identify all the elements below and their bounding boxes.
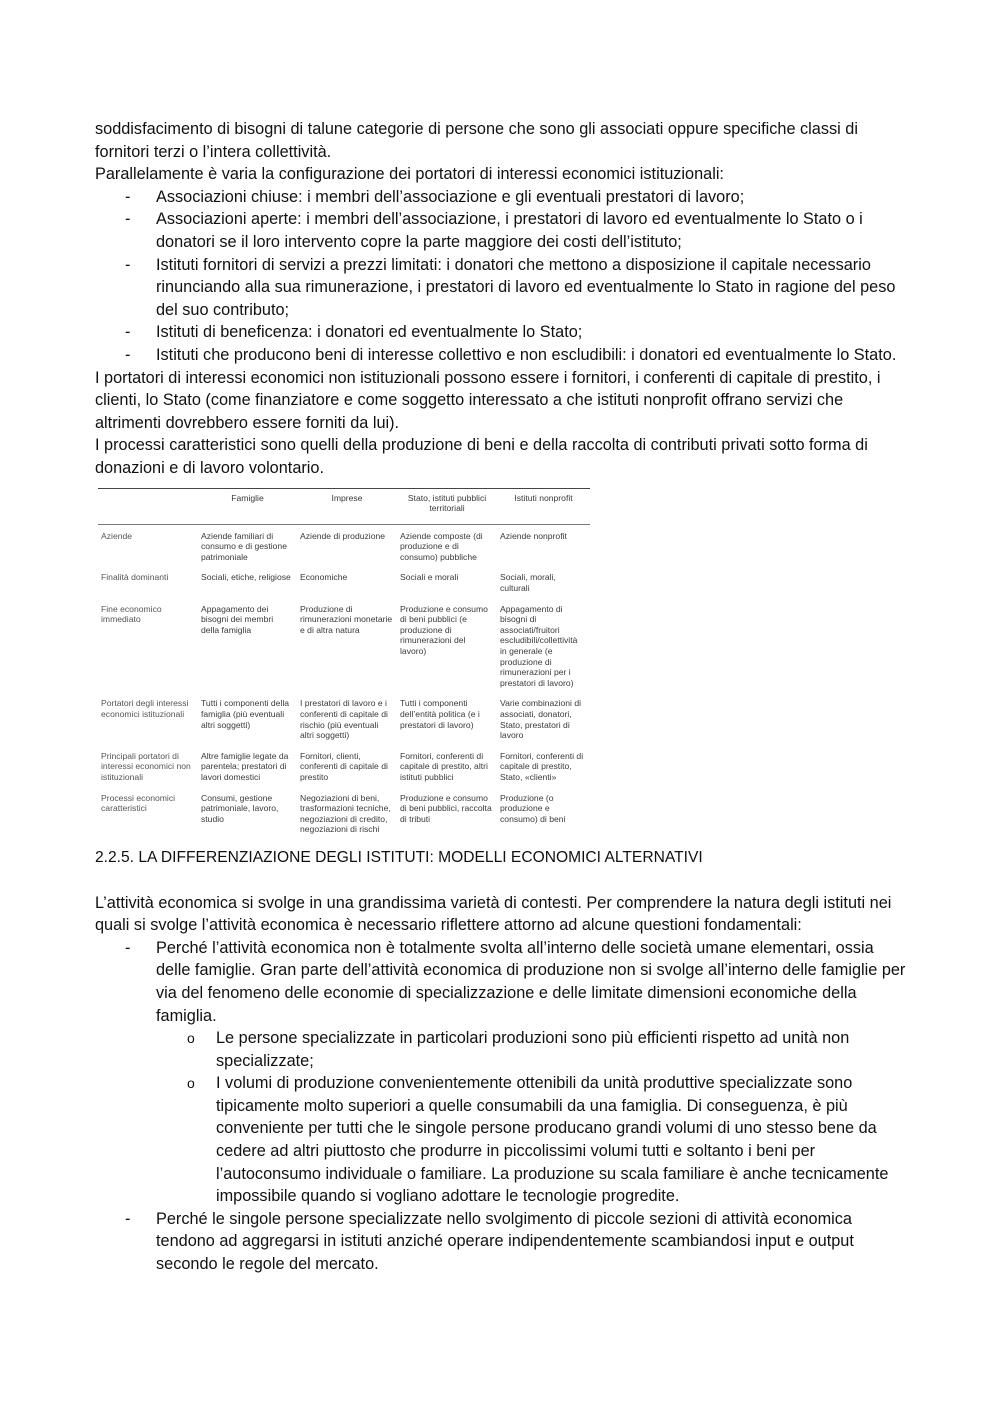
paragraph-questions: L’attività economica si svolge in una grandissima varietà di contesti. Per comprendere la natura degli istituti nei quali si svolge l’attività economica è necessario riflettere attorno ad alcune questioni fondamentali: (95, 893, 892, 935)
table-row-label: Portatori degli interessi economici istituzionali (101, 698, 189, 719)
sub-list-item: o I volumi di produzione convenientemente ottenibili da unità produttive specializzate sono tipicamente molto superiori a quelle consumabili da una famiglia. Di conseguenza, è più conveniente per tutti che le singole persone producano grandi volumi di uno stesso bene da cedere ad altri piuttosto che produrre in piccolissimi volumi tutti e soltanto i beni per l’autoconsumo individuale o familiare. La produzione su scala familiare è anche tecnicamente impossibile quando si vogliano adottare le tecnologie progredite. (156, 1072, 910, 1208)
table-cell: Varie combinazioni di associati, donatori, Stato, prestatori di lavoro (500, 698, 582, 741)
table-header-cell (98, 488, 198, 524)
body-text-section (95, 892, 910, 1276)
table-cell: Tutti i componenti dell’entità politica (e i prestatori di lavoro) (400, 698, 480, 730)
table-cell: Produzione e consumo di beni pubblici (e produzione di rimunerazioni del lavoro) (400, 603, 488, 657)
institutional-stakeholders-list (95, 186, 910, 367)
table-header-cell: Stato, istituti pubblici territoriali (397, 488, 497, 524)
table-cell: Fornitori, conferenti di capitale di prestito, altri istituti pubblici (400, 750, 488, 782)
table-row (98, 598, 590, 693)
table-row-label: Principali portatori di interessi economici non istituzionali (101, 750, 191, 782)
table-cell: Tutti i componenti della famiglia (più eventuali altri soggetti) (201, 698, 290, 730)
list-item: - Istituti che producono beni di interesse collettivo e non escludibili: i donatori ed eventualmente lo Stato. (95, 344, 910, 367)
table-cell: Aziende nonprofit (500, 530, 567, 541)
table-cell: Fornitori, clienti, conferenti di capitale di prestito (300, 750, 388, 782)
sub-list (156, 1027, 910, 1208)
table-row-label: Finalità dominanti (101, 572, 169, 583)
table-row-label: Fine economico immediato (101, 603, 162, 625)
table-cell: Sociali, etiche, religiose (201, 572, 291, 583)
table-row (98, 692, 590, 744)
table-cell: Aziende composte (di produzione e di consumo) pubbliche (400, 530, 483, 562)
table-cell: Consumi, gestione patrimoniale, lavoro, studio (201, 792, 279, 824)
table-header-cell: Famiglie (198, 488, 297, 524)
list-item-text: Perché l’attività economica non è totalmente svolta all’interno delle società umane elementari, ossia delle famiglie. Gran parte dell’attività economica di produzione non si svolge all’interno delle famiglie per via del fenomeno delle economie di specializzazione e delle limitate dimensioni economiche della famiglia. (156, 938, 906, 1025)
table-row (98, 745, 590, 787)
table-cell: Aziende di produzione (300, 530, 386, 541)
table-cell: Fornitori, conferenti di capitale di prestito, Stato, «clienti» (500, 750, 584, 782)
body-text (95, 118, 910, 480)
paragraph-configuration: Parallelamente è varia la configurazione dei portatori di interessi economici istituzionali: (95, 165, 724, 184)
paragraph-non-institutional: I portatori di interessi economici non istituzionali possono essere i fornitori, i conferenti di capitale di prestito, i clienti, lo Stato (come finanziatore e come soggetto interessato a che istituti nonprofit offrano servizi che altrimenti dovrebbero essere forniti da lui). (95, 368, 881, 432)
list-item: - Perché le singole persone specializzate nello svolgimento di piccole sezioni di attività economica tendono ad aggregarsi in istituti anziché operare indipendentemente scambiandosi input e output secondo le regole del mercato. (95, 1208, 910, 1276)
table-cell: Appagamento dei bisogni dei membri della famiglia (201, 603, 274, 635)
table-cell: Sociali, morali, culturali (500, 572, 556, 594)
table-row (98, 524, 590, 566)
table-cell: Produzione (o produzione e consumo) di beni (500, 792, 566, 824)
comparison-table-figure (98, 488, 590, 839)
comparison-table (98, 488, 590, 839)
list-item: - Istituti fornitori di servizi a prezzi limitati: i donatori che mettono a disposizione il capitale necessario rinunciando alla sua rimunerazione, i prestatori di lavoro ed eventualmente lo Stato in ragione del peso del suo contributo; (95, 254, 910, 322)
table-cell: Economiche (300, 572, 348, 583)
table-cell: Negoziazioni di beni, trasformazioni tecniche, negoziazioni di credito, negoziazioni di rischi (300, 792, 391, 835)
table-row (98, 787, 590, 839)
sub-list-item: o Le persone specializzate in particolari produzioni sono più efficienti rispetto ad unità non specializzate; (156, 1027, 910, 1072)
table-cell: Produzione e consumo di beni pubblici, raccolta di tributi (400, 792, 492, 824)
questions-list (95, 937, 910, 1276)
table-cell: Appagamento di bisogni di associati/fruitori escludibili/collettività in generale (e produzione di rimunerazioni per i prestatori di lavoro) (500, 603, 578, 688)
list-item (95, 937, 910, 1208)
list-item: - Associazioni chiuse: i membri dell’associazione e gli eventuali prestatori di lavoro; (95, 186, 910, 209)
section-heading: 2.2.5. LA DIFFERENZIAZIONE DEGLI ISTITUTI: MODELLI ECONOMICI ALTERNATIVI (95, 848, 703, 866)
table-cell: Aziende familiari di consumo e di gestione patrimoniale (201, 530, 287, 562)
list-item: - Istituti di beneficenza: i donatori ed eventualmente lo Stato; (95, 321, 910, 344)
document-page (95, 118, 910, 1276)
paragraph-processes: I processi caratteristici sono quelli della produzione di beni e della raccolta di contributi privati sotto forma di donazioni e di lavoro volontario. (95, 436, 868, 477)
table-row-label: Aziende (101, 530, 133, 541)
table-row (98, 566, 590, 597)
table-header-cell: Istituti nonprofit (497, 488, 590, 524)
table-cell: Produzione di rimunerazioni monetarie e di altra natura (300, 603, 393, 635)
table-header-row (98, 488, 590, 524)
table-cell: I prestatori di lavoro e i conferenti di capitale di rischio (più eventuali altri soggetti) (300, 698, 388, 741)
table-cell: Sociali e morali (400, 572, 459, 583)
table-header-cell: Imprese (297, 488, 397, 524)
list-item: - Associazioni aperte: i membri dell’associazione, i prestatori di lavoro ed eventualmente lo Stato o i donatori se il loro intervento copre la parte maggiore dei costi dell’istituto; (95, 208, 910, 253)
paragraph-intro: soddisfacimento di bisogni di talune categorie di persone che sono gli associati oppure specifiche classi di fornitori terzi o l’intera collettività. (95, 120, 858, 161)
table-cell: Altre famiglie legate da parentela; prestatori di lavori domestici (201, 750, 289, 782)
spacer (95, 869, 910, 892)
table-row-label: Processi economici caratteristici (101, 792, 176, 814)
